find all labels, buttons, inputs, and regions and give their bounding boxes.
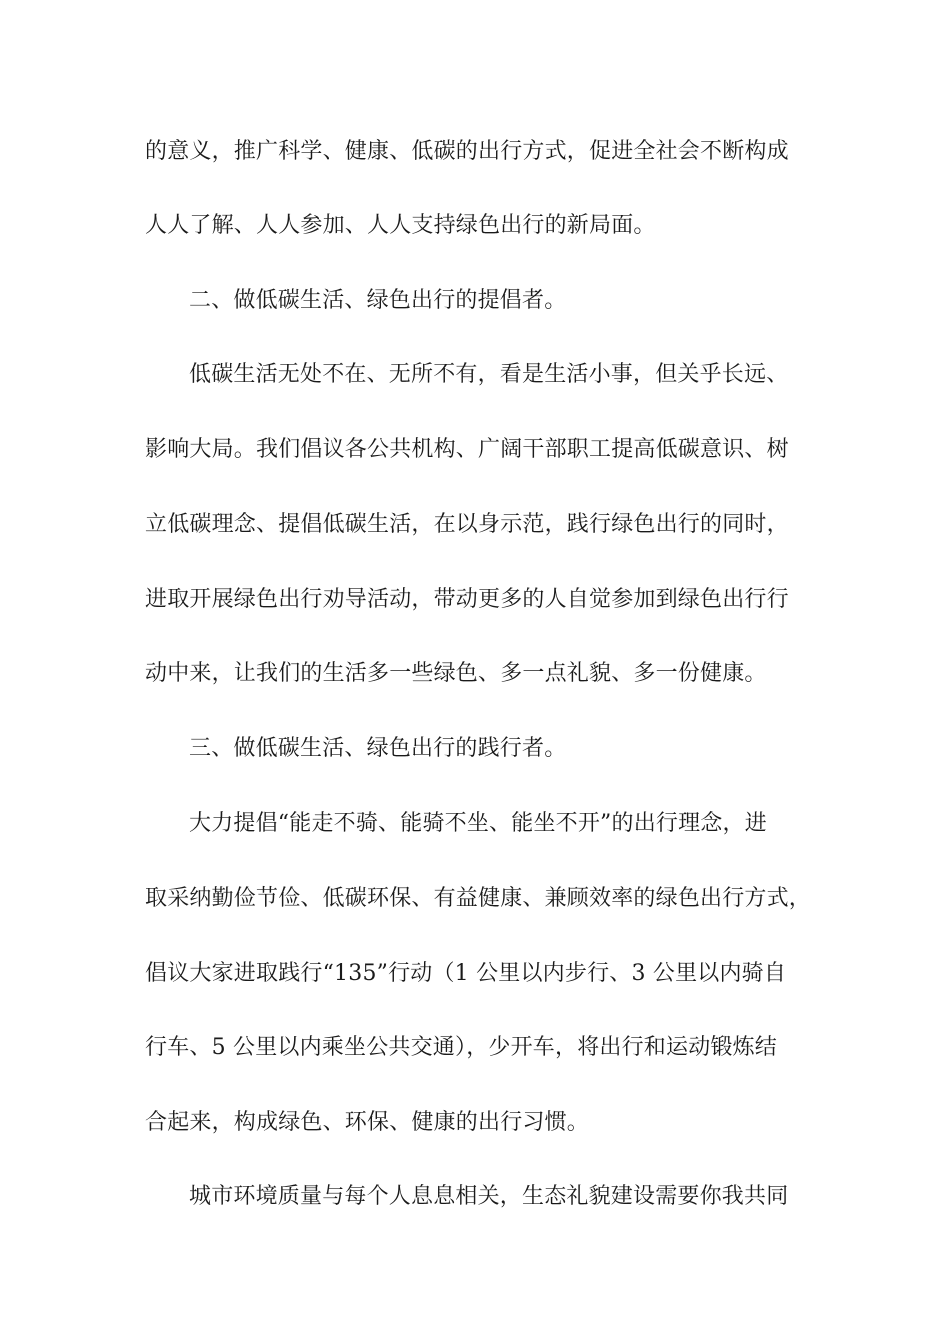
- section-heading: 二、做低碳生活、绿色出行的提倡者。: [189, 288, 567, 313]
- paragraph-line: 动中来，让我们的生活多一些绿色、多一点礼貌、多一份健康。: [145, 661, 767, 686]
- paragraph-line: 低碳生活无处不在、无所不有，看是生活小事，但关乎长远、: [189, 362, 789, 387]
- paragraph-line: 大力提倡“能走不骑、能骑不坐、能坐不开”的出行理念，进: [189, 811, 767, 836]
- paragraph-line: 城市环境质量与每个人息息相关，生态礼貌建设需要你我共同: [189, 1184, 789, 1209]
- paragraph-line: 影响大局。我们倡议各公共机构、广阔干部职工提高低碳意识、树: [145, 437, 789, 462]
- paragraph-line: 进取开展绿色出行劝导活动，带动更多的人自觉参加到绿色出行行: [145, 587, 789, 612]
- paragraph-line: 取采纳勤俭节俭、低碳环保、有益健康、兼顾效率的绿色出行方式，: [145, 886, 812, 911]
- paragraph-line: 人人了解、人人参加、人人支持绿色出行的新局面。: [145, 213, 656, 238]
- section-heading: 三、做低碳生活、绿色出行的践行者。: [189, 736, 567, 761]
- paragraph-line: 倡议大家进取践行“135”行动（1 公里以内步行、3 公里以内骑自: [145, 961, 787, 986]
- paragraph-line: 行车、5 公里以内乘坐公共交通），少开车，将出行和运动锻炼结: [145, 1035, 777, 1060]
- paragraph-line: 合起来，构成绿色、环保、健康的出行习惯。: [145, 1110, 590, 1135]
- paragraph-line: 立低碳理念、提倡低碳生活，在以身示范，践行绿色出行的同时，: [145, 512, 789, 537]
- paragraph-line: 的意义，推广科学、健康、低碳的出行方式，促进全社会不断构成: [145, 139, 789, 164]
